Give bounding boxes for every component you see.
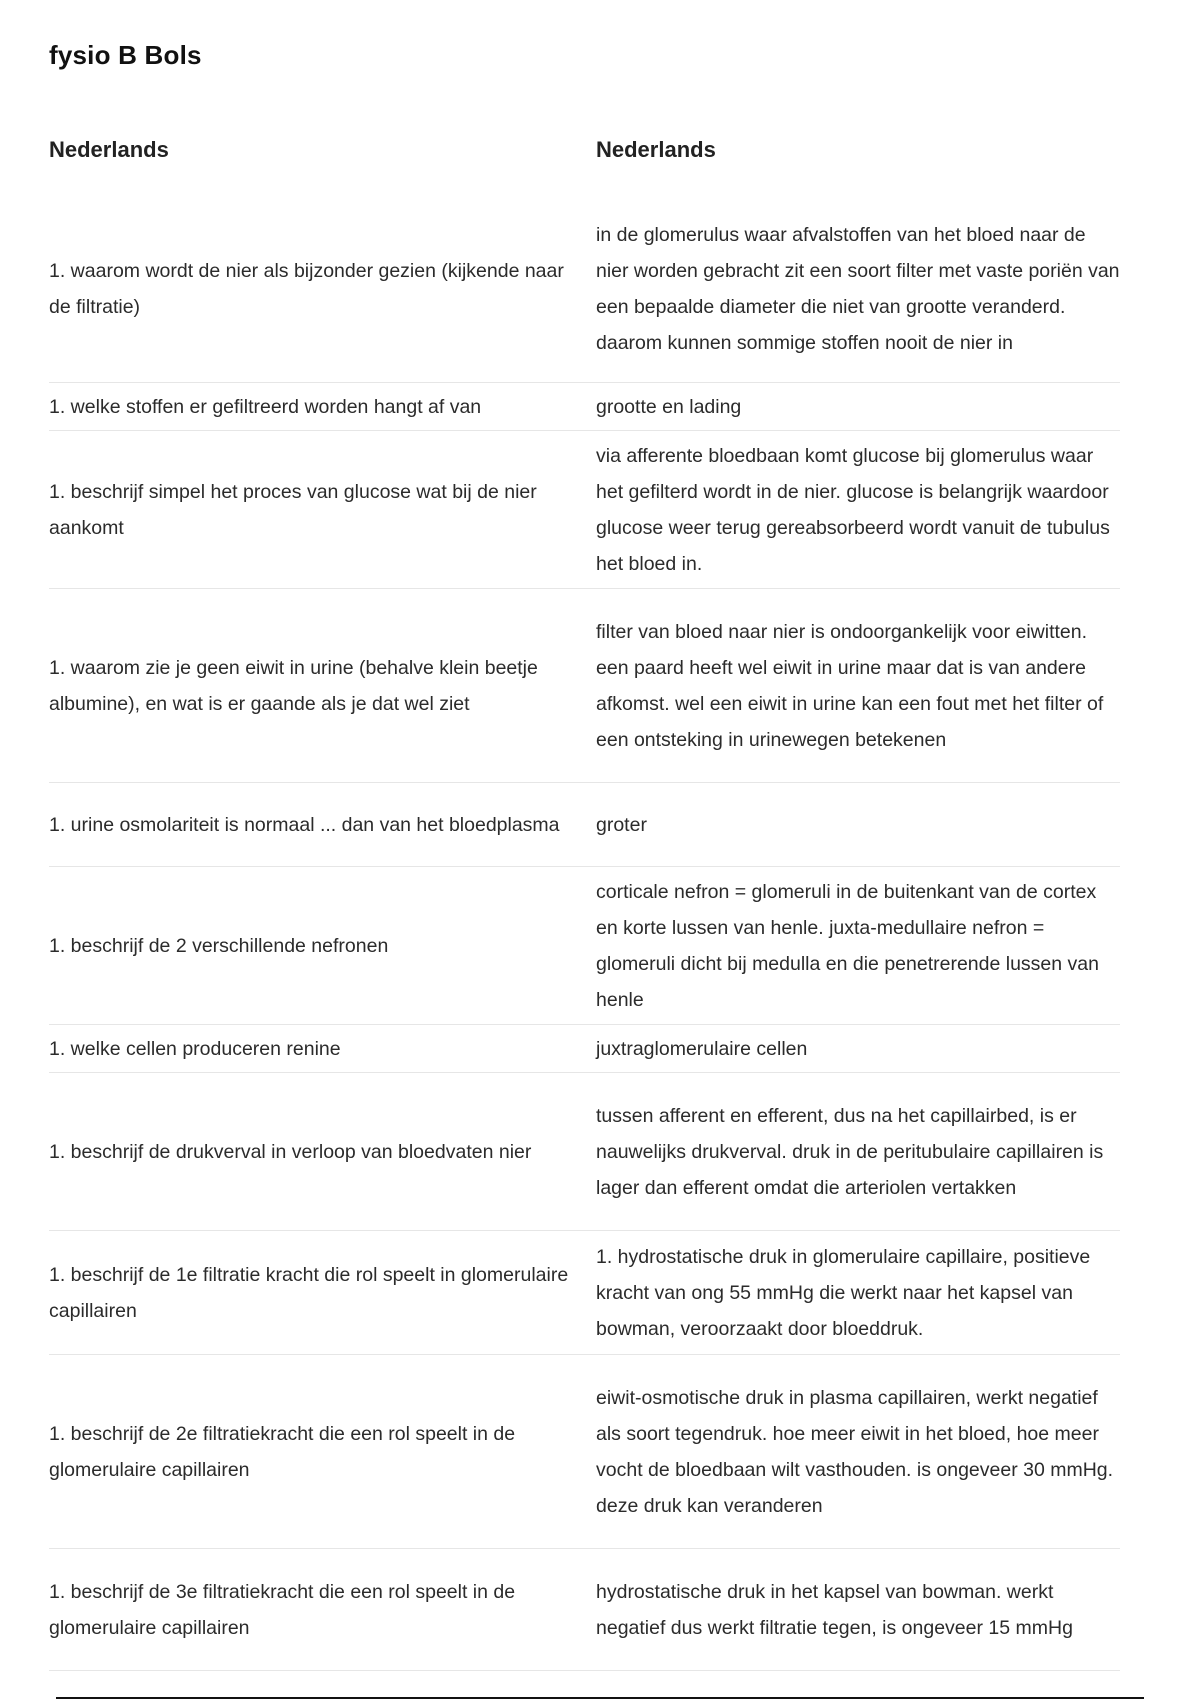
question-cell: 1. welke cellen produceren renine <box>49 1037 341 1060</box>
table-row <box>49 1355 1120 1549</box>
answer-cell: juxtraglomerulaire cellen <box>596 1037 808 1060</box>
question-cell: 1. beschrijf de drukverval in verloop van bloedvaten nier <box>49 1140 532 1163</box>
question-cell: 1. beschrijf de 3e filtratiekracht die een rol speelt in de glomerulaire capillairen <box>49 1580 516 1639</box>
answer-cell: groter <box>596 813 647 836</box>
question-cell: 1. beschrijf de 2 verschillende nefronen <box>49 934 389 957</box>
table-row <box>49 783 1120 867</box>
table-row <box>49 195 1120 383</box>
column-headers <box>49 137 1120 167</box>
table-row <box>49 1025 1120 1073</box>
question-cell: 1. beschrijf de 1e filtratie kracht die rol speelt in glomerulaire capillairen <box>49 1263 569 1322</box>
answer-cell: hydrostatische druk in het kapsel van bowman. werkt negatief dus werkt filtratie tegen, is ongeveer 15 mmHg <box>596 1580 1073 1639</box>
table-row <box>49 1231 1120 1355</box>
answer-cell: corticale nefron = glomeruli in de buitenkant van de cortex en korte lussen van henle. juxta-medullaire nefron = glomeruli dicht bij medulla en die penetrerende lussen van henle <box>596 880 1099 1011</box>
answer-cell: via afferente bloedbaan komt glucose bij glomerulus waar het gefilterd wordt in de nier. glucose is belangrijk waardoor glucose weer terug gereabsorbeerd wordt vanuit de tubulus het bloed in. <box>596 444 1110 575</box>
column-header-left: Nederlands <box>49 137 169 162</box>
answer-cell: filter van bloed naar nier is ondoorgankelijk voor eiwitten. een paard heeft wel eiwit in urine maar dat is van andere afkomst. wel een eiwit in urine kan een fout met het filter of een ontsteking in urinewegen betekenen <box>596 620 1104 751</box>
answer-cell: tussen afferent en efferent, dus na het capillairbed, is er nauwelijks drukverval. druk in de peritubulaire capillairen is lager dan efferent omdat die arteriolen vertakken <box>596 1104 1104 1199</box>
table-row <box>49 383 1120 431</box>
flashcard-table <box>49 195 1120 1671</box>
table-row <box>49 867 1120 1025</box>
page-bottom-rule <box>56 1697 1144 1699</box>
table-row <box>49 431 1120 589</box>
page-title: fysio B Bols <box>49 40 202 70</box>
question-cell: 1. waarom zie je geen eiwit in urine (behalve klein beetje albumine), en wat is er gaande als je dat wel ziet <box>49 656 538 715</box>
table-row <box>49 1073 1120 1231</box>
answer-cell: eiwit-osmotische druk in plasma capillairen, werkt negatief als soort tegendruk. hoe meer eiwit in het bloed, hoe meer vocht de bloedbaan wilt vasthouden. is ongeveer 30 mmHg. deze druk kan veranderen <box>596 1386 1114 1517</box>
column-header-right: Nederlands <box>596 137 716 162</box>
question-cell: 1. waarom wordt de nier als bijzonder gezien (kijkende naar de filtratie) <box>49 259 564 318</box>
question-cell: 1. welke stoffen er gefiltreerd worden hangt af van <box>49 395 482 418</box>
question-cell: 1. urine osmolariteit is normaal ... dan van het bloedplasma <box>49 813 560 836</box>
question-cell: 1. beschrijf de 2e filtratiekracht die een rol speelt in de glomerulaire capillairen <box>49 1422 516 1481</box>
answer-cell: in de glomerulus waar afvalstoffen van het bloed naar de nier worden gebracht zit een soort filter met vaste poriën van een bepaalde diameter die niet van grootte veranderd. daarom kunnen sommige stoffen nooit de nier in <box>596 223 1120 354</box>
table-row <box>49 589 1120 783</box>
answer-cell: grootte en lading <box>596 395 742 418</box>
answer-cell: 1. hydrostatische druk in glomerulaire capillaire, positieve kracht van ong 55 mmHg die werkt naar het kapsel van bowman, veroorzaakt door bloeddruk. <box>596 1245 1091 1340</box>
question-cell: 1. beschrijf simpel het proces van glucose wat bij de nier aankomt <box>49 480 537 539</box>
table-row <box>49 1549 1120 1671</box>
